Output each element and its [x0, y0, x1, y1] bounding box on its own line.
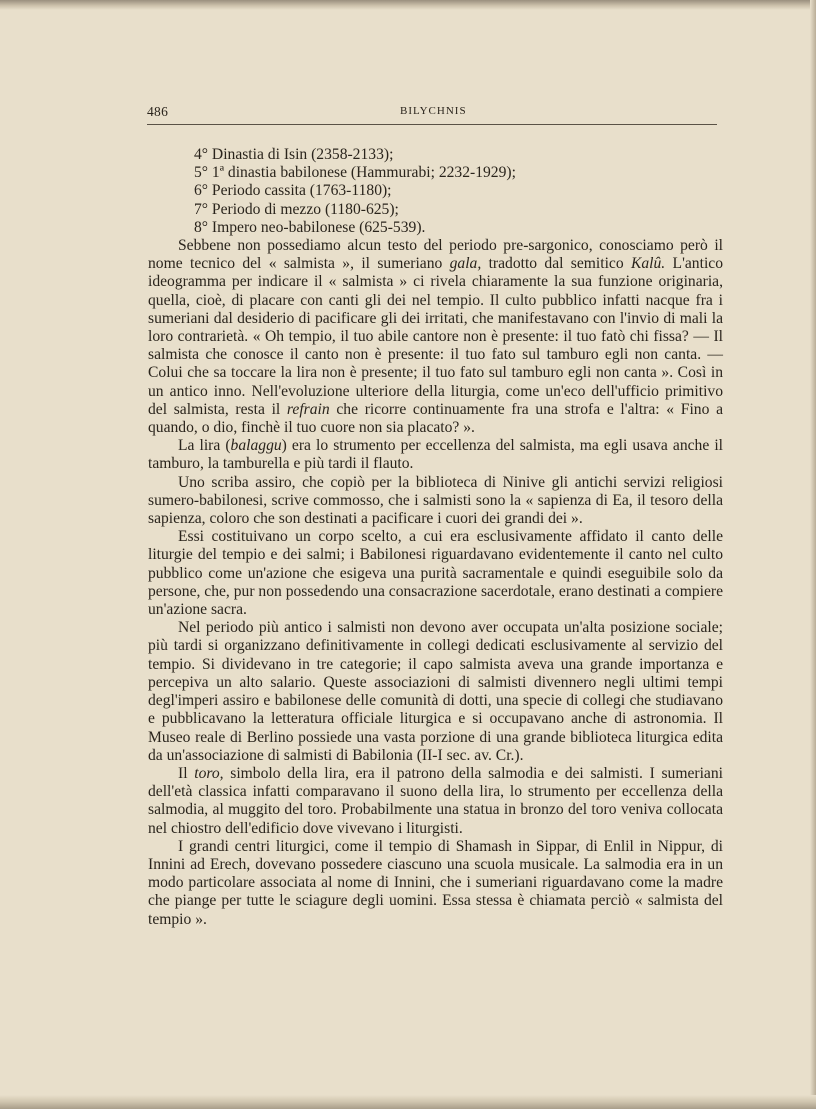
list-item: 8° Impero neo-babilonese (625-539). — [194, 218, 426, 236]
paragraph: Nel periodo più antico i salmisti non devono aver occupata un'alta posizione sociale; più tardi si organizzano definitivamente in collegi dedicati esclusivamente al servizio del tempio. Si dividevano in tre categorie; il capo salmista aveva una grande importanza e percepiva un alto salario. Queste associazioni di salmisti divennero negli ultimi tempi degl'imperi assiro e babilonese delle comunità di dotti, una specie di collegi che studiavano e pubblicavano la letteratura officiale liturgica e si occupavano anche di astronomia. Il Museo reale di Berlino possiede una vasta porzione di una grande biblioteca liturgica edita da un'associazione di salmisti di Babilonia (II-I sec. av. Cr.). — [148, 619, 723, 764]
list-item: 6° Periodo cassita (1763-1180); — [194, 182, 392, 200]
page-top-edge — [0, 0, 816, 10]
page-right-edge — [810, 0, 816, 1109]
paragraph: I grandi centri liturgici, come il tempio di Shamash in Sippar, di Enlil in Nippur, di Innini ad Erech, dovevano possedere ciascuno una scuola musicale. La salmodia era in un modo particolare associata al nome di Innini, che i sumeriani riguardavano come la madre che piange per tutte le sciagure degli uomini. Essa stessa è chiamata perciò « salmista del tempio ». — [148, 837, 723, 928]
list-item: 4° Dinastia di Isin (2358-2133); — [194, 146, 394, 163]
running-head: BILYCHNIS — [400, 105, 467, 117]
italic-term: refrain — [286, 400, 330, 418]
italic-term: gala, — [449, 255, 482, 273]
header-rule — [147, 124, 717, 125]
paragraph: Essi costituivano un corpo scelto, a cui era esclusivamente affidato il canto delle liturgie del tempio e dei salmi; i Babilonesi riguardavano evidentemente il canto nel culto pubblico come un'azione che esigeva una purità sacramentale e quindi eseguibile solo da persone, che, pur non possedendo una consacrazione sacerdotale, erano destinati a compiere un'azione sacra. — [148, 528, 723, 619]
page-bottom-edge — [0, 1095, 816, 1109]
italic-term: balaggu — [230, 437, 282, 455]
paragraph: Sebbene non possediamo alcun testo del periodo pre-sargonico, conosciamo però il nome tecnico del « salmista », il sumeriano gala, tradotto dal semitico Kalû. L'antico ideogramma per indicare il « salmista » ci rivela chiaramente la sua funzione originaria, quella, cioè, di placare con canti gli dei nel tempio. Il culto pubblico infatti nacque fra i sumeriani dal desiderio di pacificare gli dei irritati, che manifestavano con l'invio di mali la loro contrarietà. « Oh tempio, il tuo abile cantore non è presente: il tuo fatò chi fissa? — Il salmista che conosce il canto non è presente: il tuo fato sul tamburo egli non canta. — Colui che sa toccare la lira non è presente; il tuo fato sul tamburo egli non canta ». Così in un antico inno. Nell'evoluzione ulteriore della liturgia, come un'eco dell'ufficio primitivo del salmista, resta il refrain che ricorre continuamente fra una strofa e l'altra: « Fino a quando, o dio, finchè il tuo cuore non sia placato? ». — [148, 237, 723, 437]
page-header — [147, 104, 717, 126]
list-item: 5° 1ª dinastia babilonese (Hammurabi; 2232-1929); — [194, 164, 516, 182]
italic-term: Kalû. — [630, 255, 666, 273]
dynasty-list — [148, 146, 723, 237]
page-number: 486 — [147, 104, 169, 119]
list-item: 7° Periodo di mezzo (1180-625); — [194, 200, 399, 218]
page-body — [148, 146, 723, 929]
paragraph: La lira (balaggu) era lo strumento per eccellenza del salmista, ma egli usava anche il tamburo, la tamburella e più tardi il flauto. — [148, 437, 723, 473]
italic-term: toro, — [194, 764, 224, 782]
paragraph: Uno scriba assiro, che copiò per la biblioteca di Ninive gli antichi servizi religiosi sumero-babilonesi, scrive commosso, che i salmisti sono la « sapienza di Ea, il tesoro della sapienza, coloro che son destinati a pacificare i cuori dei grandi dei ». — [148, 473, 723, 528]
paragraph: Il toro, simbolo della lira, era il patrono della salmodia e dei salmisti. I sumeriani dell'età classica infatti comparavano il suono della lira, lo strumento per eccellenza della salmodia, al muggito del toro. Probabilmente una statua in bronzo del toro veniva collocata nel chiostro dell'edificio dove vivevano i liturgisti. — [148, 764, 723, 837]
